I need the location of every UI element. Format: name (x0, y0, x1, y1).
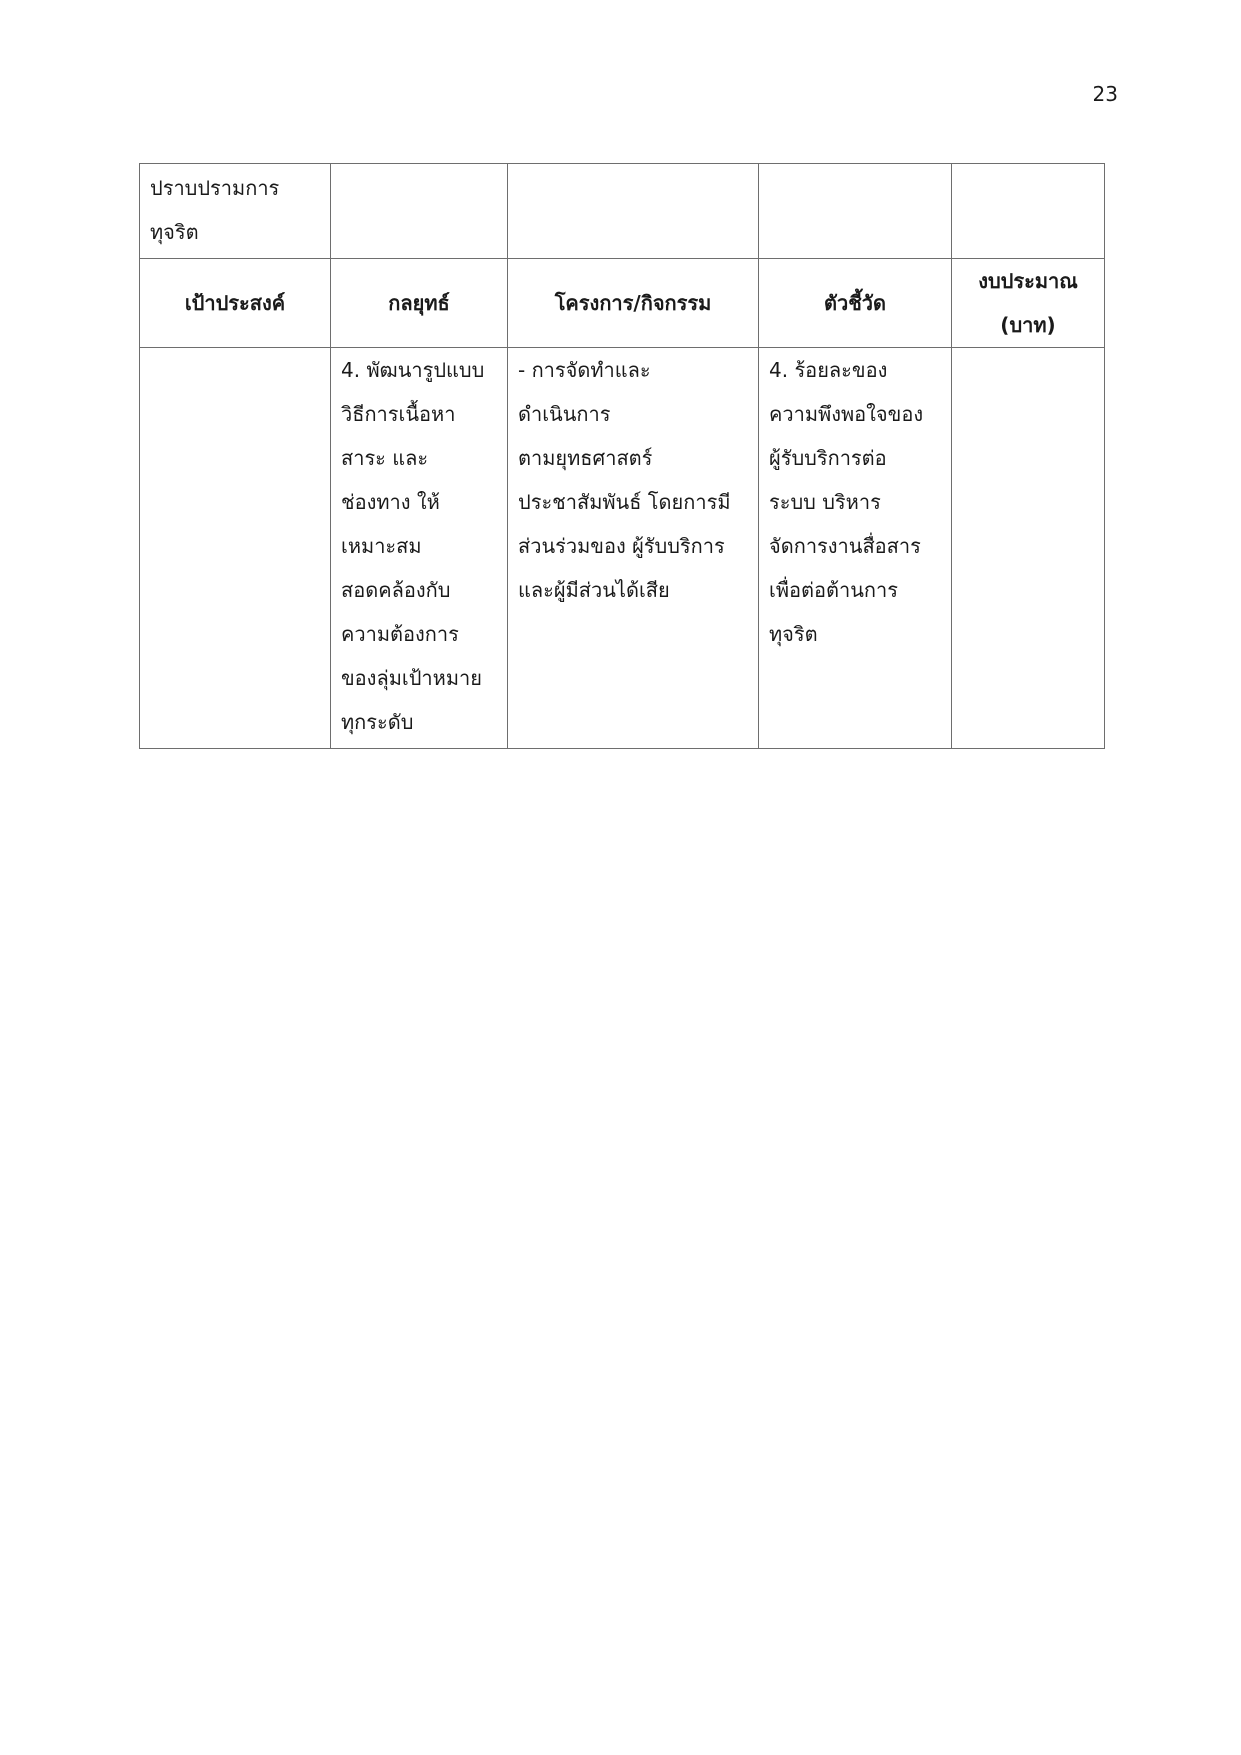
cell-line: ดำเนินการ (518, 402, 611, 426)
cell-line: 4. พัฒนารูปแบบ (341, 358, 485, 382)
cell-line: 4. ร้อยละของ (769, 358, 888, 382)
cell-line: ปราบปรามการ (150, 176, 280, 200)
cell-indicator (759, 348, 952, 749)
cell-line: สาระ และ (341, 446, 429, 470)
table-header-row (140, 259, 1105, 348)
cell-budget (952, 348, 1105, 749)
header-indicator: ตัวชี้วัด (759, 259, 952, 348)
cell-project (508, 348, 759, 749)
continuation-cell-indicator (759, 164, 952, 259)
table-row (140, 348, 1105, 749)
cell-line: ความพึงพอใจของ (769, 402, 924, 426)
cell-objective (140, 348, 331, 749)
cell-line: ประชาสัมพันธ์ โดยการมี (518, 490, 731, 514)
cell-line: ผู้รับบริการต่อ (769, 446, 887, 470)
cell-line: ระบบ บริหาร (769, 490, 881, 514)
cell-line: จัดการงานสื่อสาร (769, 534, 921, 558)
cell-strategy (331, 348, 508, 749)
header-objective: เป้าประสงค์ (140, 259, 331, 348)
cell-line: ความต้องการ (341, 622, 459, 646)
continuation-cell-strategy (331, 164, 508, 259)
cell-line: ช่องทาง ให้ (341, 490, 440, 514)
cell-line: ทุกระดับ (341, 710, 414, 734)
cell-line: ทุจริต (150, 220, 199, 244)
cell-line: วิธีการเนื้อหา (341, 402, 456, 426)
page-number: 23 (1092, 82, 1118, 106)
table-row-continuation (140, 164, 1105, 259)
continuation-cell-objective (140, 164, 331, 259)
cell-line: ส่วนร่วมของ ผู้รับบริการ (518, 534, 725, 558)
cell-line: ของลุ่มเป้าหมาย (341, 666, 482, 690)
cell-line: เพื่อต่อต้านการ (769, 578, 899, 602)
cell-line: ตามยุทธศาสตร์ (518, 446, 653, 470)
header-strategy: กลยุทธ์ (331, 259, 508, 348)
strategy-table (139, 163, 1105, 749)
cell-line: ทุจริต (769, 622, 818, 646)
continuation-cell-project (508, 164, 759, 259)
continuation-cell-budget (952, 164, 1105, 259)
cell-line: สอดคล้องกับ (341, 578, 451, 602)
cell-line: เหมาะสม (341, 534, 422, 558)
cell-line: - การจัดทำและ (518, 358, 651, 382)
cell-line: และผู้มีส่วนได้เสีย (518, 578, 670, 602)
header-budget: งบประมาณ (บาท) (952, 259, 1105, 348)
header-project: โครงการ/กิจกรรม (508, 259, 759, 348)
